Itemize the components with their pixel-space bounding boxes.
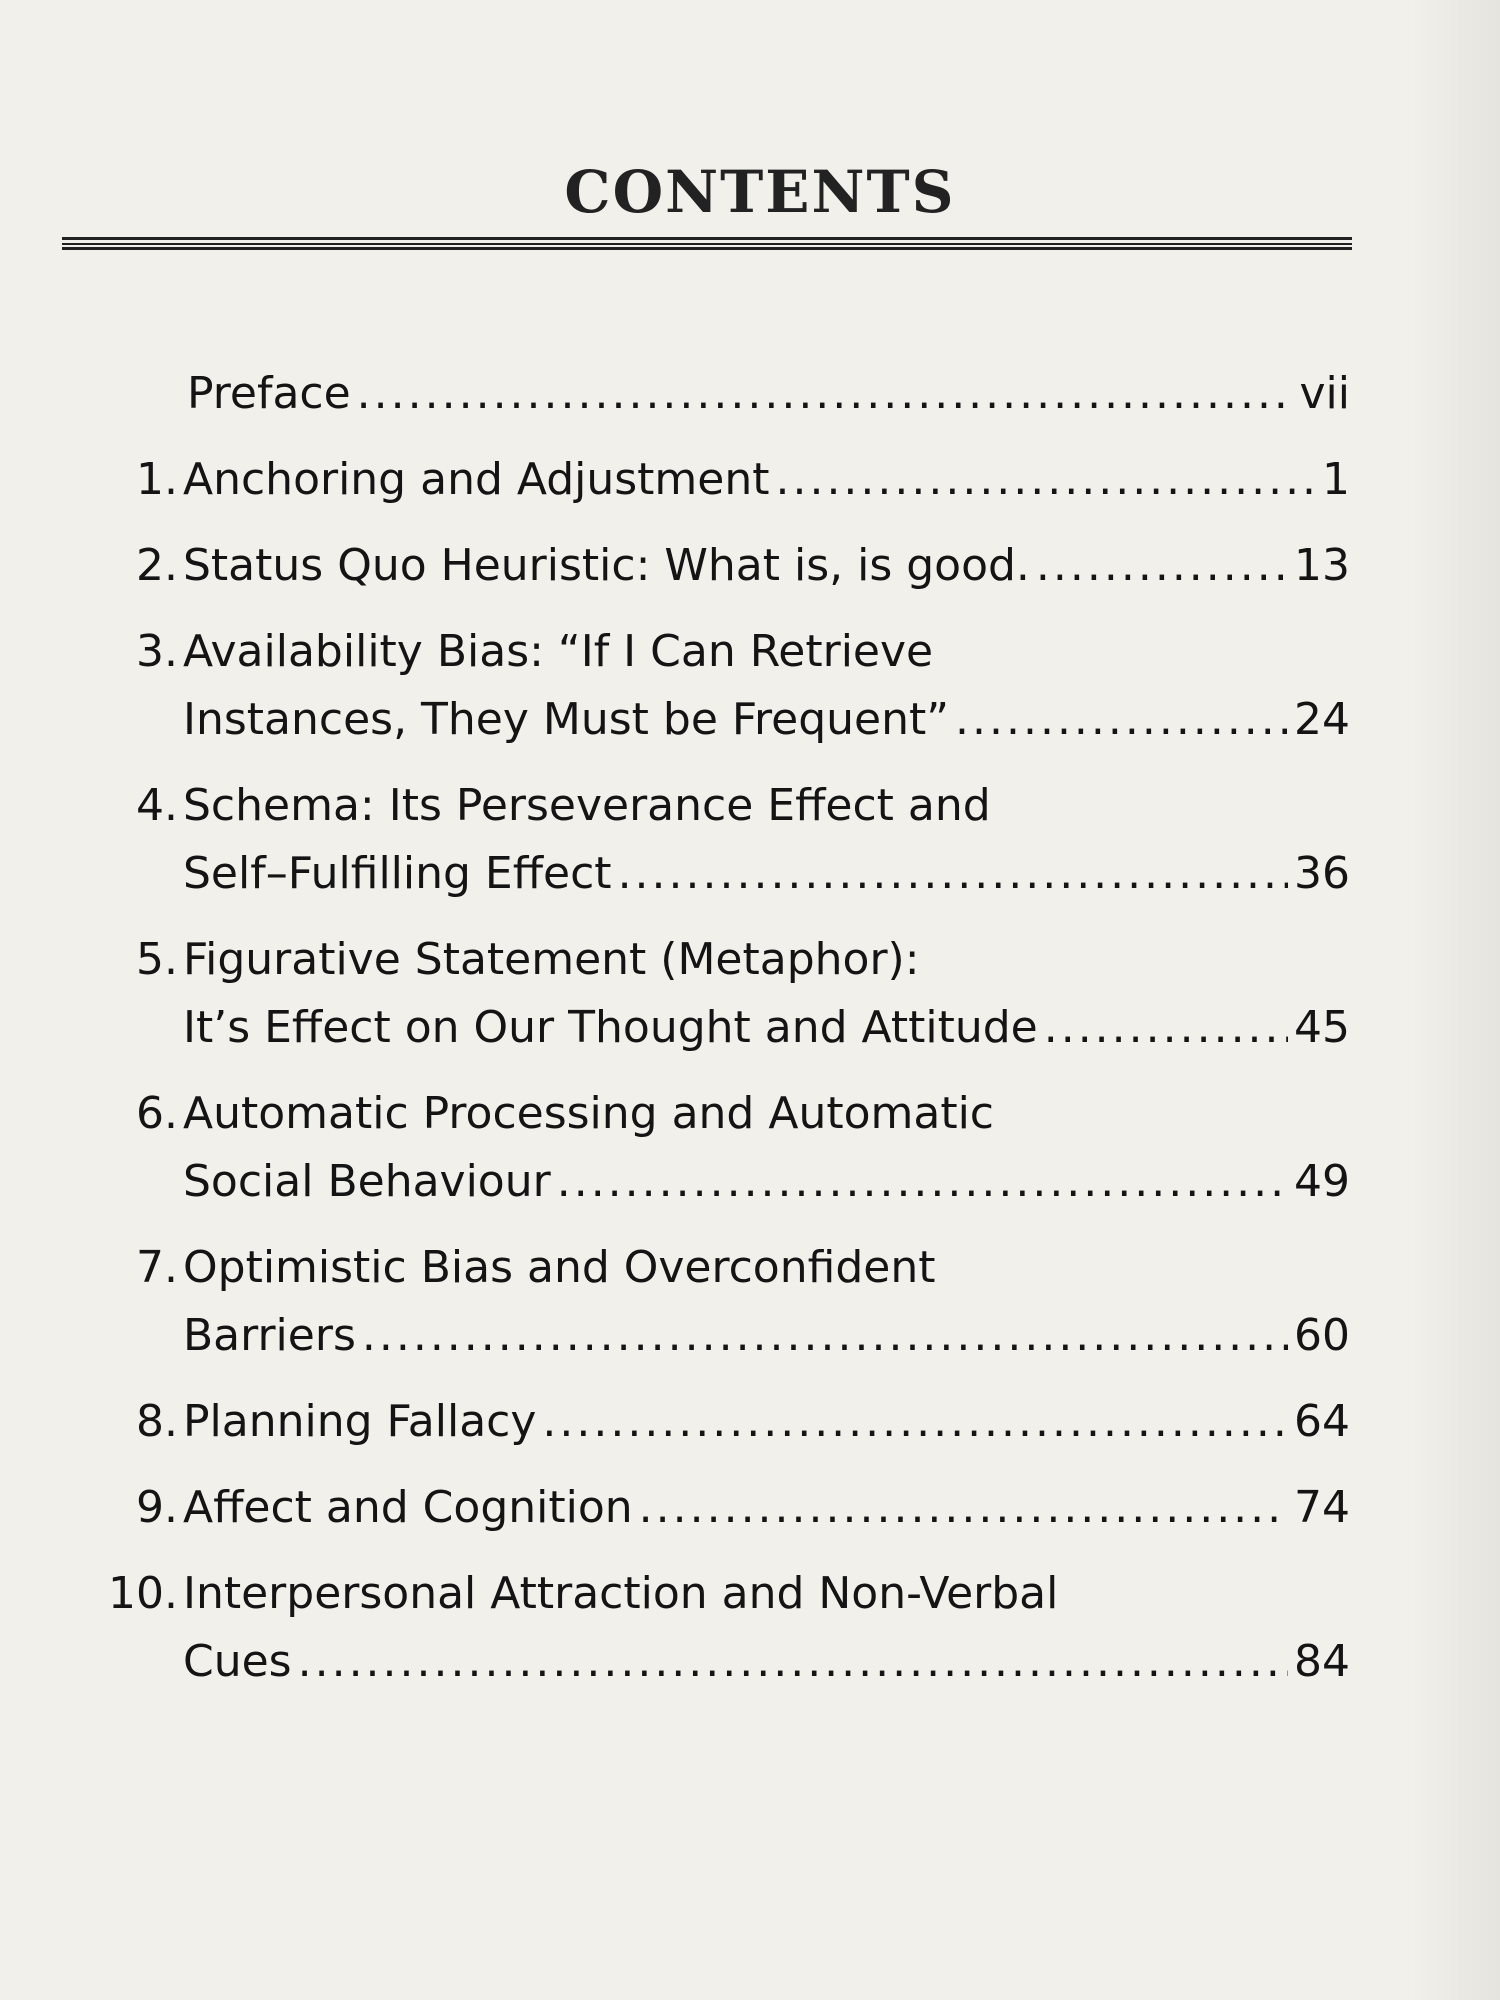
toc-entry-line — [183, 686, 1350, 754]
toc-entry-number: 2. — [136, 540, 178, 591]
toc-page-number: 24 — [1294, 694, 1350, 745]
toc-page-number: 45 — [1294, 1002, 1350, 1053]
dot-leader — [1044, 994, 1288, 1062]
toc-page-number: 49 — [1294, 1156, 1350, 1207]
toc-entry-number: 1. — [136, 454, 178, 505]
dot-leader — [639, 1474, 1288, 1542]
toc-entry-body — [183, 1388, 1350, 1456]
toc-entry-line — [187, 360, 1350, 428]
toc-entry — [60, 1080, 1350, 1216]
toc-entry-line — [183, 1388, 1350, 1456]
toc-entry-body — [183, 446, 1350, 514]
dot-leader — [955, 686, 1288, 754]
toc-entry-line — [183, 1628, 1350, 1696]
toc-page-number: 60 — [1294, 1310, 1350, 1361]
dot-leader — [1036, 532, 1288, 600]
toc-entry-title: Interpersonal Attraction and Non-Verbal — [183, 1568, 1059, 1619]
toc-entry — [60, 618, 1350, 754]
toc-entry-body — [183, 1474, 1350, 1542]
toc-entry-number: 4. — [136, 780, 178, 831]
toc-entry-number: 9. — [136, 1482, 178, 1533]
toc-entry-title: Automatic Processing and Automatic — [183, 1088, 994, 1139]
toc-entry-title: Affect and Cognition — [183, 1482, 633, 1533]
toc-page-number: 84 — [1294, 1636, 1350, 1687]
toc-entry-title: Status Quo Heuristic: What is, is good. — [183, 540, 1030, 591]
toc-entry — [60, 1474, 1350, 1542]
toc-entry-line — [183, 1148, 1350, 1216]
contents-heading-text: CONTENTS — [564, 158, 956, 226]
toc-entry-number: 10. — [108, 1568, 178, 1619]
toc-entry-title-continued: Instances, They Must be Frequent” — [183, 694, 950, 745]
toc-entry-body — [183, 618, 1350, 754]
toc-entry-title-continued: It’s Effect on Our Thought and Attitude — [183, 1002, 1038, 1053]
toc-entry-line — [183, 772, 1350, 840]
dot-leader — [775, 446, 1316, 514]
toc-entry-title: Planning Fallacy — [183, 1396, 537, 1447]
toc-entry — [60, 1234, 1350, 1370]
toc-entry-preface — [60, 360, 1350, 428]
toc-entry-line — [183, 926, 1350, 994]
toc-entry — [60, 446, 1350, 514]
heading-rule-line — [62, 243, 1352, 245]
toc-entry-line — [183, 994, 1350, 1062]
toc-entry — [60, 772, 1350, 908]
dot-leader — [618, 840, 1288, 908]
dot-leader — [542, 1388, 1288, 1456]
dot-leader — [557, 1148, 1288, 1216]
toc-entry-line — [183, 532, 1350, 600]
toc-entry-body — [183, 1234, 1350, 1370]
heading-rule-line — [62, 237, 1352, 240]
toc-entry-number: 7. — [136, 1242, 178, 1293]
toc-entry-title: Anchoring and Adjustment — [183, 454, 770, 505]
toc-entry-title: Optimistic Bias and Overconfident — [183, 1242, 936, 1293]
toc-page-number: 1 — [1322, 454, 1350, 505]
table-of-contents — [60, 360, 1350, 1714]
toc-entry-number: 6. — [136, 1088, 178, 1139]
toc-entry — [60, 1388, 1350, 1456]
toc-page-number: 74 — [1294, 1482, 1350, 1533]
toc-entry-title-continued: Barriers — [183, 1310, 356, 1361]
toc-entry-line — [183, 1234, 1350, 1302]
toc-entry-title: Availability Bias: “If I Can Retrieve — [183, 626, 934, 677]
toc-page-number: 64 — [1294, 1396, 1350, 1447]
toc-entry — [60, 1560, 1350, 1696]
toc-entry-line — [183, 1560, 1350, 1628]
page-edge-shadow — [1410, 0, 1500, 2000]
toc-entry-title: Figurative Statement (Metaphor): — [183, 934, 920, 985]
toc-page-number: vii — [1299, 368, 1350, 419]
toc-entry-line — [183, 1302, 1350, 1370]
toc-entry-number: 5. — [136, 934, 178, 985]
dot-leader — [362, 1302, 1288, 1370]
toc-entry-title-continued: Self–Fulfilling Effect — [183, 848, 612, 899]
toc-entry-line — [183, 1474, 1350, 1542]
toc-entry-title-continued: Social Behaviour — [183, 1156, 551, 1207]
heading-rule — [62, 237, 1352, 249]
toc-entry-number: 3. — [136, 626, 178, 677]
toc-page-number: 36 — [1294, 848, 1350, 899]
toc-entry — [60, 926, 1350, 1062]
toc-entry-line — [183, 1080, 1350, 1148]
toc-entry-number: 8. — [136, 1396, 178, 1447]
toc-entry-title: Schema: Its Perseverance Effect and — [183, 780, 991, 831]
toc-entry-line — [183, 618, 1350, 686]
toc-entry-line — [183, 840, 1350, 908]
toc-entry-body — [183, 1080, 1350, 1216]
heading-rule-line — [62, 247, 1352, 250]
toc-entry-body — [183, 926, 1350, 1062]
toc-entry-title-continued: Cues — [183, 1636, 292, 1687]
contents-heading — [0, 158, 1500, 226]
toc-page-number: 13 — [1294, 540, 1350, 591]
toc-entry-body — [183, 1560, 1350, 1696]
dot-leader — [357, 360, 1294, 428]
toc-entry-line — [183, 446, 1350, 514]
toc-entry — [60, 532, 1350, 600]
dot-leader — [298, 1628, 1288, 1696]
toc-entry-body — [187, 360, 1350, 428]
toc-entry-body — [183, 772, 1350, 908]
toc-entry-title: Preface — [187, 368, 351, 419]
toc-entry-body — [183, 532, 1350, 600]
